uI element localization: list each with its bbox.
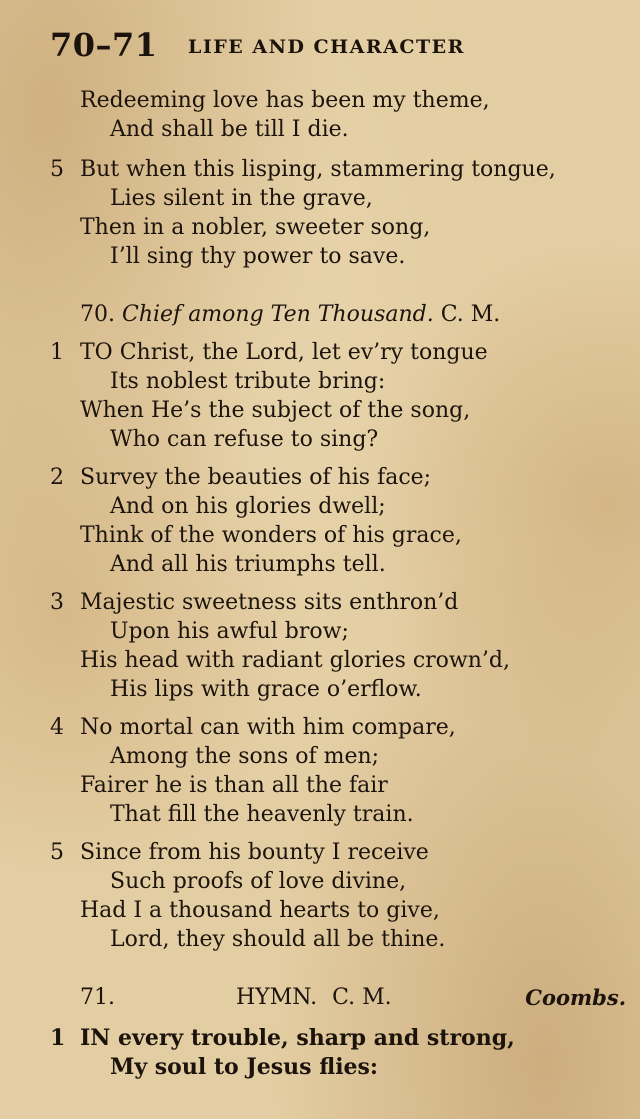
verse-line: I’ll sing thy power to save.	[110, 244, 406, 269]
verse-line: And on his glories dwell;	[110, 494, 386, 519]
verse-line: Survey the beauties of his face;	[80, 465, 432, 490]
verse-line: His head with radiant glories crown’d,	[80, 648, 510, 673]
verse-number: 3	[50, 590, 64, 615]
verse-line: Its noblest tribute bring:	[110, 369, 386, 394]
hymn-heading	[80, 984, 115, 1012]
verse-line: Lies silent in the grave,	[110, 186, 373, 211]
verse-line: No mortal can with him compare,	[80, 715, 456, 740]
verse-line: IN every trouble, sharp and strong,	[80, 1025, 515, 1051]
verse-line: And shall be till I die.	[110, 117, 349, 142]
verse-line: Upon his awful brow;	[110, 619, 349, 644]
verse-number: 5	[50, 840, 64, 865]
hymn-heading	[80, 301, 500, 329]
hymn-meter: C. M.	[332, 985, 392, 1010]
verse-line: Had I a thousand hearts to give,	[80, 898, 440, 923]
verse-line: Fairer he is than all the fair	[80, 773, 388, 798]
verse-line: And all his triumphs tell.	[110, 552, 386, 577]
verse-number: 1	[50, 340, 64, 365]
verse-number: 1	[50, 1025, 66, 1051]
verse-line: But when this lisping, stammering tongue,	[80, 157, 556, 182]
hymn-title: Chief among Ten Thousand.	[122, 302, 434, 327]
verse-number: 2	[50, 465, 64, 490]
verse-line: TO Christ, the Lord, let ev’ry tongue	[80, 340, 488, 365]
hymn-meter: C. M.	[440, 302, 501, 327]
verse-line: Among the sons of men;	[110, 744, 380, 769]
verse-line: Think of the wonders of his grace,	[80, 523, 462, 548]
hymn-number: 71.	[80, 985, 115, 1010]
running-title: LIFE AND CHARACTER	[188, 36, 465, 58]
verse-number: 5	[50, 157, 64, 182]
hymn-number: 70.	[80, 302, 115, 327]
composer-name: Coombs.	[525, 985, 626, 1010]
verse-line: Who can refuse to sing?	[110, 427, 379, 452]
verse-line: Redeeming love has been my theme,	[80, 88, 490, 113]
verse-line: His lips with grace o’erflow.	[110, 677, 422, 702]
hymn-heading-title	[236, 984, 392, 1012]
verse-line: Since from his bounty I receive	[80, 840, 429, 865]
verse-line: That fill the heavenly train.	[110, 802, 414, 827]
verse-line: When He’s the subject of the song,	[80, 398, 471, 423]
page-header	[50, 26, 610, 66]
page-number: 70–71	[50, 26, 158, 64]
verse-line: Such proofs of love divine,	[110, 869, 407, 894]
verse-line: Then in a nobler, sweeter song,	[80, 215, 431, 240]
verse-number: 4	[50, 715, 64, 740]
verse-line: Lord, they should all be thine.	[110, 927, 446, 952]
verse-line: Majestic sweetness sits enthron’d	[80, 590, 459, 615]
hymn-title: HYMN.	[236, 985, 318, 1010]
verse-line: My soul to Jesus flies:	[110, 1054, 379, 1080]
